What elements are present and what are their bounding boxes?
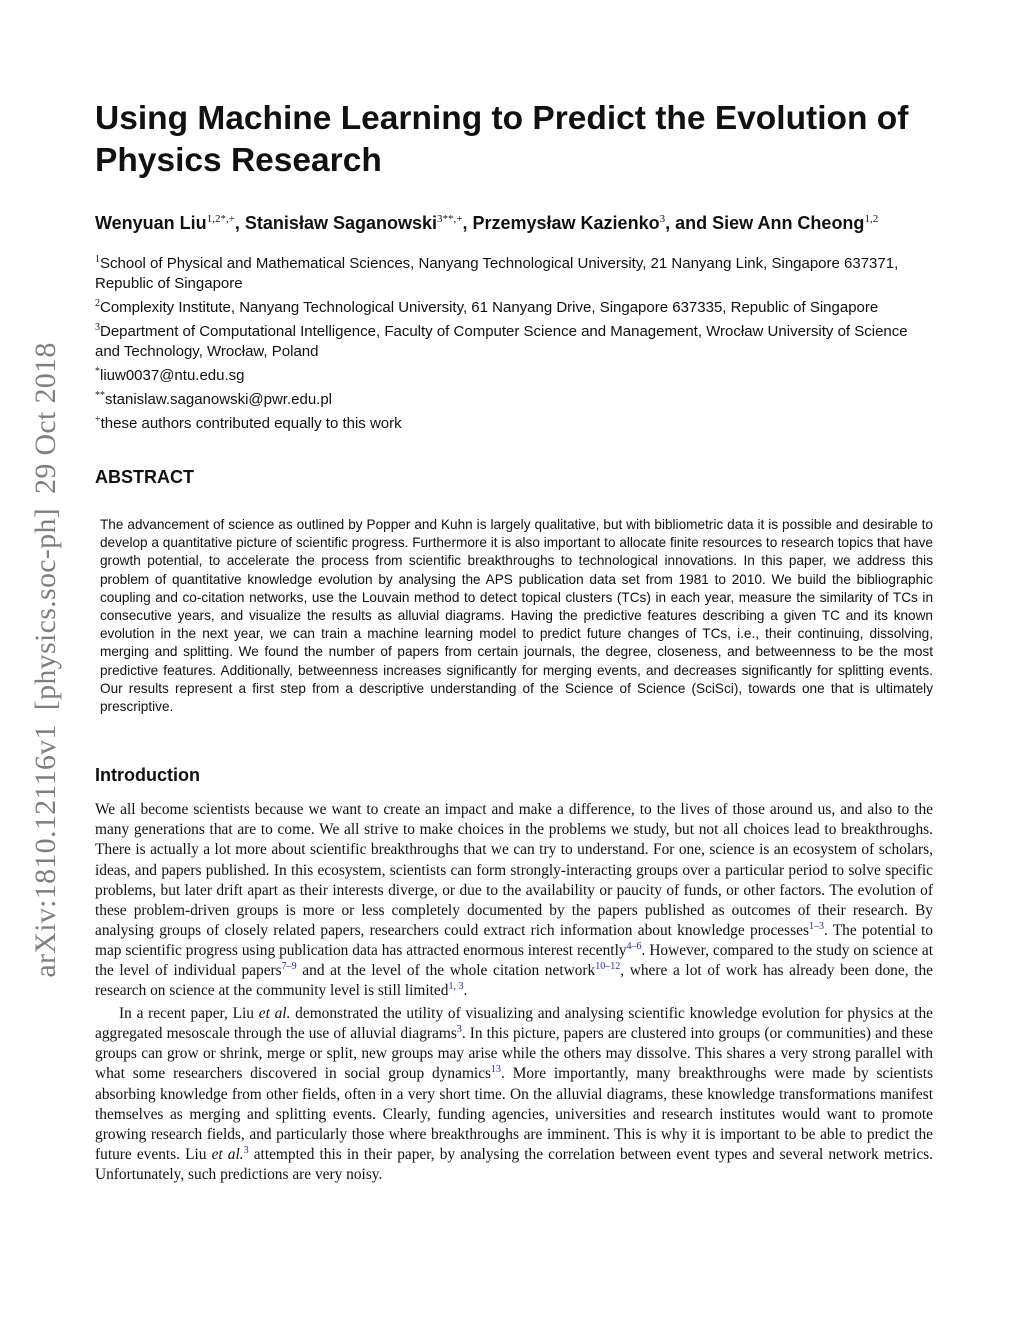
citation-link[interactable]: 13 [491, 1064, 502, 1076]
arxiv-category: [physics.soc-ph] [29, 507, 62, 711]
author-affiliation-mark: 3 [659, 213, 666, 225]
author-list: Wenyuan Liu$^{1,2*,+}$, Stanisław Saganowski$^{3**,+}$, Przemysław Kazienko$^3$, and Siew Ann Cheong$^{1,2}$ [95, 213, 879, 233]
affiliation-mark: ** [95, 390, 105, 401]
paragraph-text: . In this picture, papers are clustered into groups (or communities) and these groups can grow or shrink, merge or split, new groups may arise while the others may dissolve. This shares a very strong parallel with what some researchers discovered in social group dynamics [95, 1025, 933, 1083]
affiliation [95, 250, 933, 294]
affiliation-text: Complexity Institute, Nanyang Technological University, 61 Nanyang Drive, Singapore 637335, Republic of Singapore [100, 299, 879, 316]
author-name: Stanisław Saganowski [244, 213, 437, 233]
citation-link[interactable]: 7–9 [281, 960, 297, 972]
arxiv-date: 29 Oct 2018 [29, 342, 62, 494]
paragraph-text: attempted this in their paper, by analysing the correlation between event types and several network metrics. Unfortunately, such predictions are very noisy. [95, 1145, 933, 1183]
paragraph-text: In a recent paper, Liu [119, 1005, 259, 1023]
author-affiliation-mark: 1,2 [864, 213, 879, 225]
author-name: Wenyuan Liu [95, 213, 207, 233]
citation-link[interactable]: 1, 3 [448, 980, 464, 992]
corresponding-email [95, 362, 933, 386]
affiliation-text: School of Physical and Mathematical Sciences, Nanyang Technological University, 21 Nanyang Link, Singapore 637371, Republic of Singapore [95, 255, 899, 292]
introduction-body [95, 800, 933, 1185]
note-text: these authors contributed equally to this work [100, 415, 402, 432]
paragraph [95, 800, 933, 1001]
affiliation-mark: 1 [95, 254, 100, 265]
corresponding-email [95, 386, 933, 410]
affiliation [95, 294, 933, 318]
paragraph-text: . However, compared to the study on science at the level of individual papers [95, 941, 933, 979]
affiliation-list [95, 250, 933, 434]
paragraph [95, 1004, 933, 1185]
author-conjunction: , and [665, 213, 713, 233]
citation-link[interactable]: 3 [456, 1024, 462, 1036]
citation-link[interactable]: 1–3 [808, 920, 824, 932]
et-al: et al. [258, 1005, 291, 1023]
paragraph-text: , where a lot of work has already been done, the research on science at the community level is still limited [95, 961, 933, 1000]
citation-link[interactable]: 4–6 [626, 940, 642, 952]
paragraph-text: . The potential to map scientific progress using publication data has attracted enormous interest recently [95, 921, 933, 959]
et-al: et al. [211, 1145, 244, 1163]
equal-contribution-note [95, 410, 933, 434]
abstract-heading: ABSTRACT [95, 467, 194, 487]
arxiv-id: arXiv:1810.12116v1 [29, 724, 62, 978]
affiliation-mark: 3 [95, 322, 100, 333]
author-affiliation-mark: 3**,+ [437, 213, 463, 225]
paragraph-text: . [463, 982, 468, 1000]
email-text: liuw0037@ntu.edu.sg [100, 367, 245, 384]
affiliation-mark: 2 [95, 298, 100, 309]
introduction-heading: Introduction [95, 765, 200, 786]
affiliation-mark: * [95, 366, 100, 377]
affiliation-text: Department of Computational Intelligence, Faculty of Computer Science and Management, Wrocław University of Science and Technology, Wrocław, Poland [95, 323, 908, 360]
paper-first-page [95, 98, 933, 1185]
affiliation [95, 318, 933, 362]
abstract-text: The advancement of science as outlined by Popper and Kuhn is largely qualitative, but with bibliometric data it is possible and desirable to develop a quantitative picture of scientific progress. Furthermore it is also important to allocate finite resources to research topics that have growth potential, to accelerate the process from scientific breakthroughs to technological innovations. In this paper, we address this problem of quantitative knowledge evolution by analysing the APS publication data set from 1981 to 2010. We build the bibliographic coupling and co-citation networks, use the Louvain method to detect topical clusters (TCs) in each year, measure the similarity of TCs in consecutive years, and visualize the results as alluvial diagrams. Having the predictive features describing a given TC and its known evolution in the next year, we can train a machine learning model to predict future changes of TCs, i.e., their continuing, dissolving, merging and splitting. We found the number of papers from certain journals, the degree, closeness, and betweenness to be the most predictive features. Additionally, betweenness increases significantly for merging events, and decreases significantly for splitting events. Our results represent a first step from a descriptive understanding of the Science of Science (SciSci), towards one that is ultimately prescriptive. [100, 517, 933, 715]
affiliation-mark: + [95, 414, 101, 425]
email-text: stanislaw.saganowski@pwr.edu.pl [105, 391, 333, 408]
author-affiliation-mark: 1,2*,+ [206, 213, 235, 225]
author-name: Przemysław Kazienko [472, 213, 660, 233]
author-name: Siew Ann Cheong [712, 213, 865, 233]
paragraph-text: . More importantly, many breakthroughs were made by scientists absorbing knowledge from other fields, often in a very short time. On the alluvial diagrams, these knowledge transformations manifest themselves as merging and splitting events. Clearly, funding agencies, universities and research institutes would want to promote growing research fields, and particularly those where breakthroughs are imminent. This is why it is important to be able to predict the future events. Liu [95, 1065, 933, 1163]
arxiv-identifier-stamp [29, 342, 63, 977]
paragraph-text: demonstrated the utility of visualizing and analysing scientific knowledge evolution for physics at the aggregated mesoscale through the use of alluvial diagrams [95, 1005, 933, 1043]
paper-title: Using Machine Learning to Predict the Evolution of Physics Research [95, 100, 909, 179]
citation-link[interactable]: 3 [243, 1144, 249, 1156]
citation-link[interactable]: 10–12 [595, 960, 621, 972]
paragraph-text: We all become scientists because we want to create an impact and make a difference, to the lives of those around us, and also to the many generations that are to come. We all strive to make choices in the problems we study, but not all choices lead to breakthroughs. There is actually a lot more about scientific breakthroughs that we can try to understand. For one, science is an ecosystem of scholars, ideas, and papers published. In this ecosystem, scientists can form strongly-interacting groups over a particular period to solve specific problems, but later drift apart as their interests diverge, or due to the availability or paucity of funds, or other factors. The evolution of these problem-driven groups is more or less completely documented by the papers published as outcomes of their research. By analysing groups of closely related papers, researchers could extract rich information about knowledge processes [95, 801, 933, 939]
paragraph-text: and at the level of the whole citation network [296, 961, 596, 979]
